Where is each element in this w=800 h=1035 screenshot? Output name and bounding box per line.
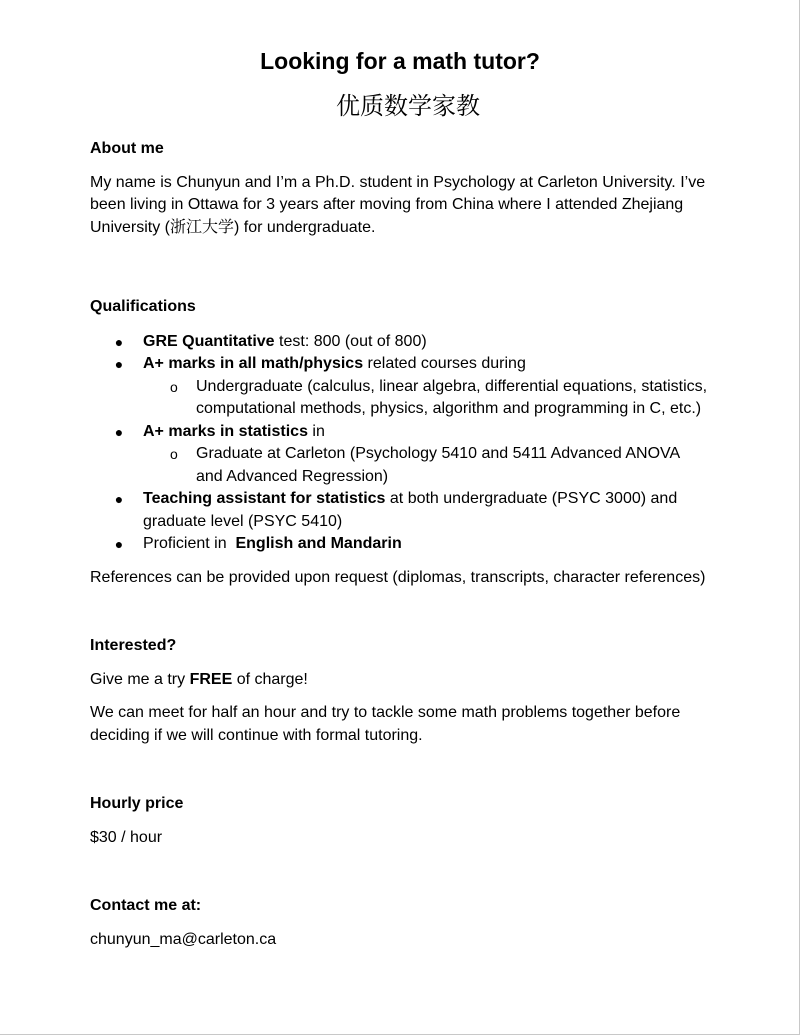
sub-bullet-icon: o (170, 446, 178, 462)
interested-heading: Interested? (90, 637, 177, 654)
bullet-icon: ● (114, 423, 124, 440)
bullet-icon: ● (114, 536, 124, 552)
qualifications-heading: Qualifications (90, 298, 196, 315)
bullet-icon: ● (114, 356, 124, 372)
page-subtitle-chinese: 优质数学家教 (336, 92, 480, 120)
contact-email: chunyun_ma@carleton.ca (90, 930, 277, 948)
meeting-text: We can meet for half an hour and try to tackle some math problems together before deciding if we will continue with formal tutoring. (90, 704, 681, 744)
qualification-item-teaching-assistant: ● Teaching assistant for statistics at both undergraduate (PSYC 3000) and graduate level (PSYC 5410) (114, 490, 678, 530)
price-heading: Hourly price (90, 795, 184, 812)
about-text: My name is Chunyun and I’m a Ph.D. student in Psychology at Carleton University. I’ve been living in Ottawa for 3 years after moving from China where I attended Zhejiang University (浙江大学) for undergraduate. (90, 173, 706, 236)
qualification-item-gre: ● GRE Quantitative test: 800 (out of 800) (90, 331, 730, 354)
bullet-icon: ● (114, 491, 124, 507)
qualification-item-statistics: ● A+ marks in statistics in (90, 421, 730, 444)
free-offer-text: Give me a try FREE of charge! (90, 670, 308, 688)
qualification-subitem-graduate: o Graduate at Carleton (Psychology 5410 and 5411 Advanced ANOVA and Advanced Regression) (170, 445, 680, 485)
page-title: Looking for a math tutor? (260, 48, 540, 74)
qualification-item-languages: ● Proficient in English and Mandarin (90, 533, 730, 556)
price-value: $30 / hour (90, 828, 163, 846)
qualification-subitem-undergraduate: o Undergraduate (calculus, linear algebra, differential equations, statistics, computational methods, physics, algorithm and programming in C, etc.) (170, 377, 708, 417)
bullet-icon: ● (114, 333, 124, 350)
document-body (90, 138, 730, 951)
references-text: References can be provided upon request (diplomas, transcripts, character references) (90, 568, 706, 586)
sub-bullet-icon: o (170, 378, 178, 395)
qualifications-list (90, 331, 730, 556)
qualification-item-math-physics: ● A+ marks in all math/physics related courses during (90, 353, 730, 376)
about-heading: About me (90, 140, 164, 157)
contact-heading: Contact me at: (90, 897, 202, 914)
